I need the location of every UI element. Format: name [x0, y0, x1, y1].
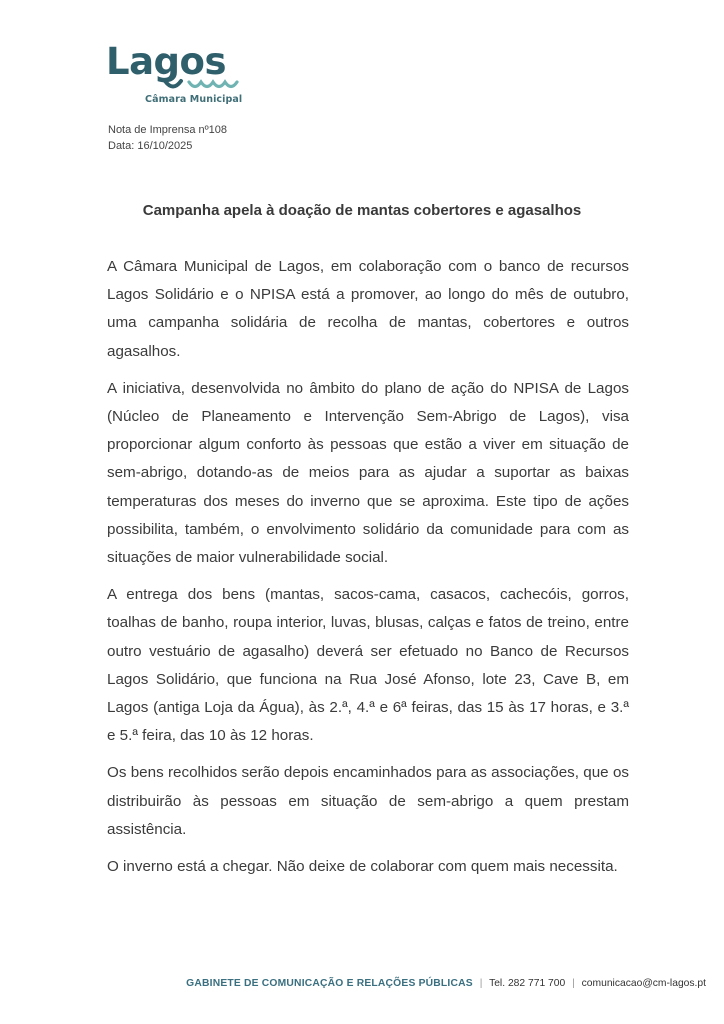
- press-date: Data: 16/10/2025: [108, 140, 193, 152]
- footer-department: GABINETE DE COMUNICAÇÃO E RELAÇÕES PÚBLICAS: [186, 978, 473, 989]
- footer-phone: Tel. 282 771 700: [489, 978, 566, 989]
- press-note-number: Nota de Imprensa nº108: [108, 124, 227, 136]
- lagos-logo: [106, 42, 246, 112]
- press-meta: [108, 122, 227, 154]
- document-body: [107, 253, 629, 890]
- footer-email[interactable]: comunicacao@cm-lagos.pt: [581, 978, 706, 989]
- paragraph: O inverno está a chegar. Não deixe de colaborar com quem mais necessita.: [107, 858, 618, 876]
- paragraph: A entrega dos bens (mantas, sacos-cama, casacos, cachecóis, gorros, toalhas de banho, roupa interior, luvas, blusas, calças e fatos de treino, entre outro vestuário de agasalho) deverá ser efetuado no Banco de Recursos Lagos Solidário, que funciona na Rua José Afonso, lote 23, Cave B, em Lagos (antiga Loja da Água), às 2.ª, 4.ª e 6ª feiras, das 15 às 17 horas, e 3.ª e 5.ª feira, das 10 às 12 horas.: [107, 586, 629, 745]
- footer: [186, 978, 706, 989]
- logo-wordmark: Lagos: [106, 40, 226, 83]
- document-title: Campanha apela à doação de mantas cobertores e agasalhos: [142, 202, 582, 219]
- paragraph: A iniciativa, desenvolvida no âmbito do plano de ação do NPISA de Lagos (Núcleo de Planeamento e Intervenção Sem-Abrigo de Lagos), visa proporcionar algum conforto às pessoas que estão a viver em situação de sem-abrigo, dotando-as de meios para as ajudar a suportar as baixas temperaturas dos meses do inverno que se aproxima. Este tipo de ações possibilita, também, o envolvimento solidário da comunidade para com as situações de maior vulnerabilidade social.: [107, 379, 629, 567]
- wave-icon: [162, 78, 242, 94]
- footer-separator: |: [572, 978, 575, 989]
- paragraph: Os bens recolhidos serão depois encaminhados para as associações, que os distribuirão às pessoas em situação de sem-abrigo a quem prestam assistência.: [107, 764, 629, 838]
- paragraph: A Câmara Municipal de Lagos, em colaboração com o banco de recursos Lagos Solidário e o NPISA está a promover, ao longo do mês de outubro, uma campanha solidária de recolha de mantas, cobertores e outros agasalhos.: [107, 258, 629, 360]
- footer-separator: |: [479, 978, 483, 989]
- logo-subtitle: Câmara Municipal: [145, 94, 243, 105]
